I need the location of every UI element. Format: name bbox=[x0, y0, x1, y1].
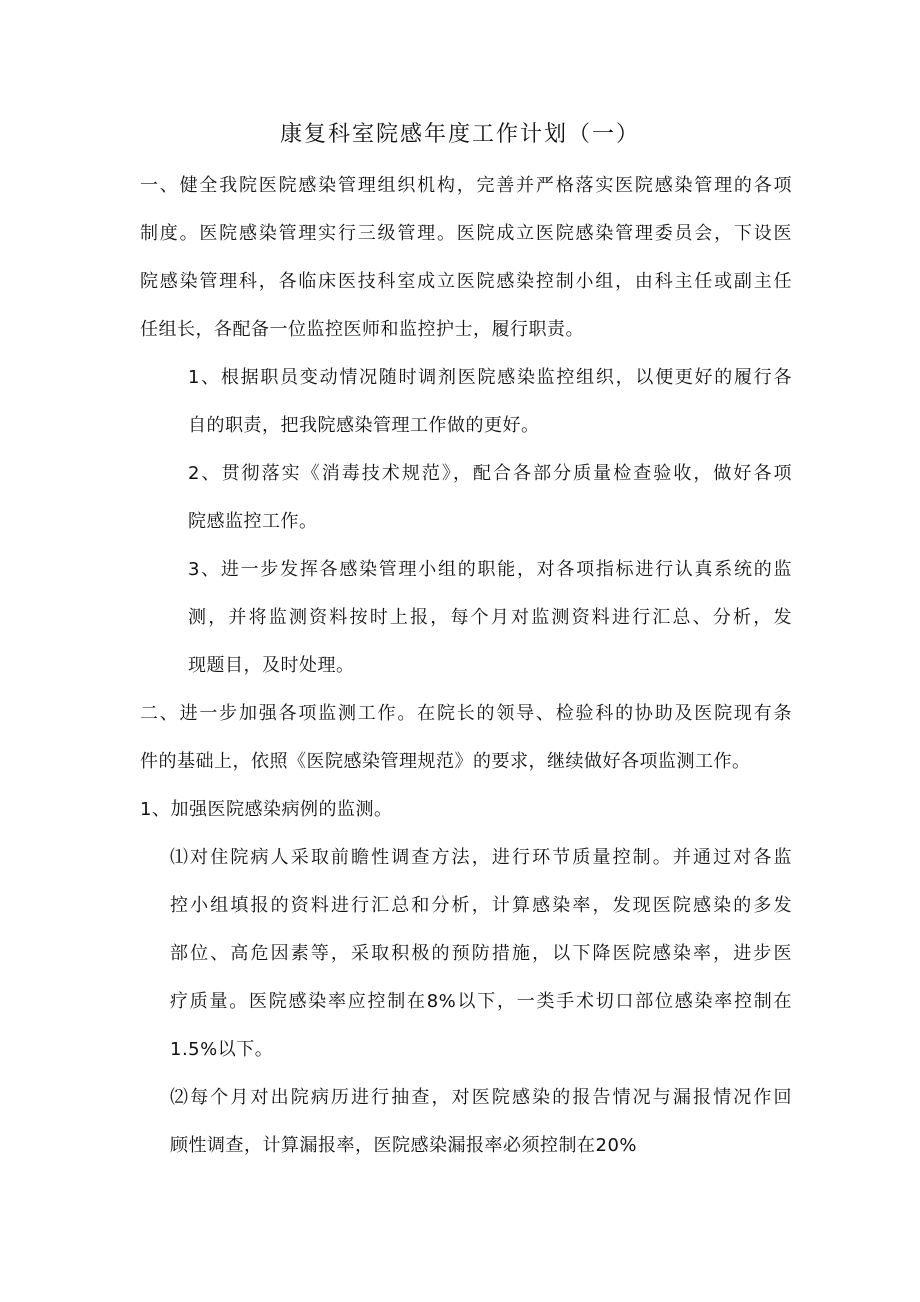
paragraph-line: 任组长，各配备一位监控医师和监控护士，履行职责。 bbox=[140, 319, 584, 340]
paragraph-line: 二、进一步加强各项监测工作。在院长的领导、检验科的协助及医院现有条 bbox=[140, 703, 792, 724]
paragraph-line: 院感监控工作。 bbox=[188, 511, 318, 532]
paragraph-line: 一、健全我院医院感染管理组织机构，完善并严格落实医院感染管理的各项 bbox=[140, 175, 792, 196]
paragraph-line: ⑵每个月对出院病历进行抽查，对医院感染的报告情况与漏报情况作回 bbox=[170, 1087, 792, 1108]
paragraph-line: 1、根据职员变动情况随时调剂医院感染监控组织，以便更好的履行各 bbox=[188, 367, 792, 388]
paragraph-line: 疗质量。医院感染率应控制在8%以下，一类手术切口部位感染率控制在 bbox=[170, 991, 792, 1012]
paragraph-line: ⑴对住院病人采取前瞻性调查方法，进行环节质量控制。并通过对各监 bbox=[170, 847, 792, 868]
paragraph-line: 制度。医院感染管理实行三级管理。医院成立医院感染管理委员会，下设医 bbox=[140, 223, 792, 244]
paragraph-line: 院感染管理科，各临床医技科室成立医院感染控制小组，由科主任或副主任 bbox=[140, 271, 792, 292]
paragraph-line: 自的职责，把我院感染管理工作做的更好。 bbox=[188, 415, 540, 436]
paragraph-line: 件的基础上，依照《医院感染管理规范》的要求，继续做好各项监测工作。 bbox=[140, 751, 751, 772]
document-title: 康复科室院感年度工作计划（一） bbox=[279, 122, 640, 147]
paragraph-line: 控小组填报的资料进行汇总和分析，计算感染率，发现医院感染的多发 bbox=[170, 895, 792, 916]
paragraph-line: 现题目，及时处理。 bbox=[188, 655, 355, 676]
paragraph-line: 2、贯彻落实《消毒技术规范》，配合各部分质量检查验收，做好各项 bbox=[188, 463, 792, 484]
paragraph-line: 1.5%以下。 bbox=[170, 1039, 274, 1060]
paragraph-line: 顾性调查，计算漏报率，医院感染漏报率必须控制在20% bbox=[170, 1135, 638, 1156]
paragraph-line: 3、进一步发挥各感染管理小组的职能，对各项指标进行认真系统的监 bbox=[188, 559, 792, 580]
paragraph-line: 部位、高危因素等，采取积极的预防措施，以下降医院感染率，进步医 bbox=[170, 943, 792, 964]
paragraph-line: 1、加强医院感染病例的监测。 bbox=[140, 799, 393, 820]
paragraph-line: 测，并将监测资料按时上报，每个月对监测资料进行汇总、分析，发 bbox=[188, 607, 792, 628]
